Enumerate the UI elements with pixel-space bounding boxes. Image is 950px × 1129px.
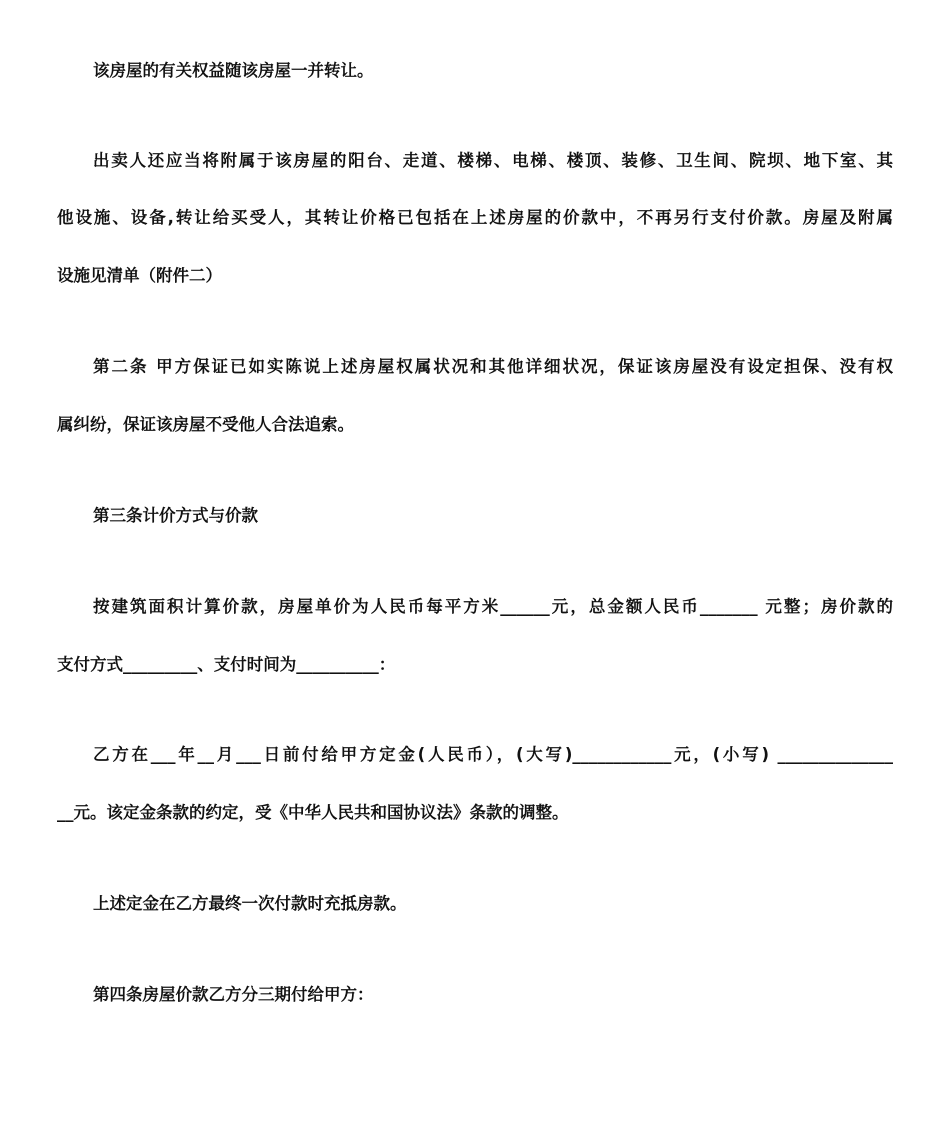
paragraph-line: 出卖人还应当将附属于该房屋的阳台、走道、楼梯、电梯、楼顶、装修、卫生间、院坝、地下室、其 — [93, 151, 893, 170]
paragraph-line: 第二条 甲方保证已如实陈说上述房屋权属状况和其他详细状况，保证该房屋没有设定担保、没有权 — [93, 357, 893, 376]
paragraph-line: 他设施、设备,转让给买受人，其转让价格已包括在上述房屋的价款中，不再另行支付价款。房屋及附属 — [57, 208, 893, 227]
paragraph-line: __元。该定金条款的约定，受《中华人民共和国协议法》条款的调整。 — [57, 803, 569, 822]
paragraph-line: 上述定金在乙方最终一次付款时充抵房款。 — [93, 894, 407, 913]
paragraph-line: 该房屋的有关权益随该房屋一并转让。 — [93, 61, 374, 80]
paragraph-line: 设施见清单（附件二） — [57, 266, 222, 285]
section-heading: 第三条计价方式与价款 — [93, 506, 258, 525]
paragraph-line: 支付方式_________、支付时间为__________： — [57, 655, 396, 674]
paragraph-line: 属纠纷，保证该房屋不受他人合法追索。 — [57, 415, 354, 434]
section-heading: 第四条房屋价款乙方分三期付给甲方： — [93, 985, 374, 1004]
paragraph-line: 乙方在___年__月___日前付给甲方定金(人民币），(大写)____________元，(小写) ______________ — [93, 745, 893, 764]
paragraph-line: 按建筑面积计算价款，房屋单价为人民币每平方米______元，总金额人民币_______ 元整；房价款的 — [93, 597, 893, 616]
